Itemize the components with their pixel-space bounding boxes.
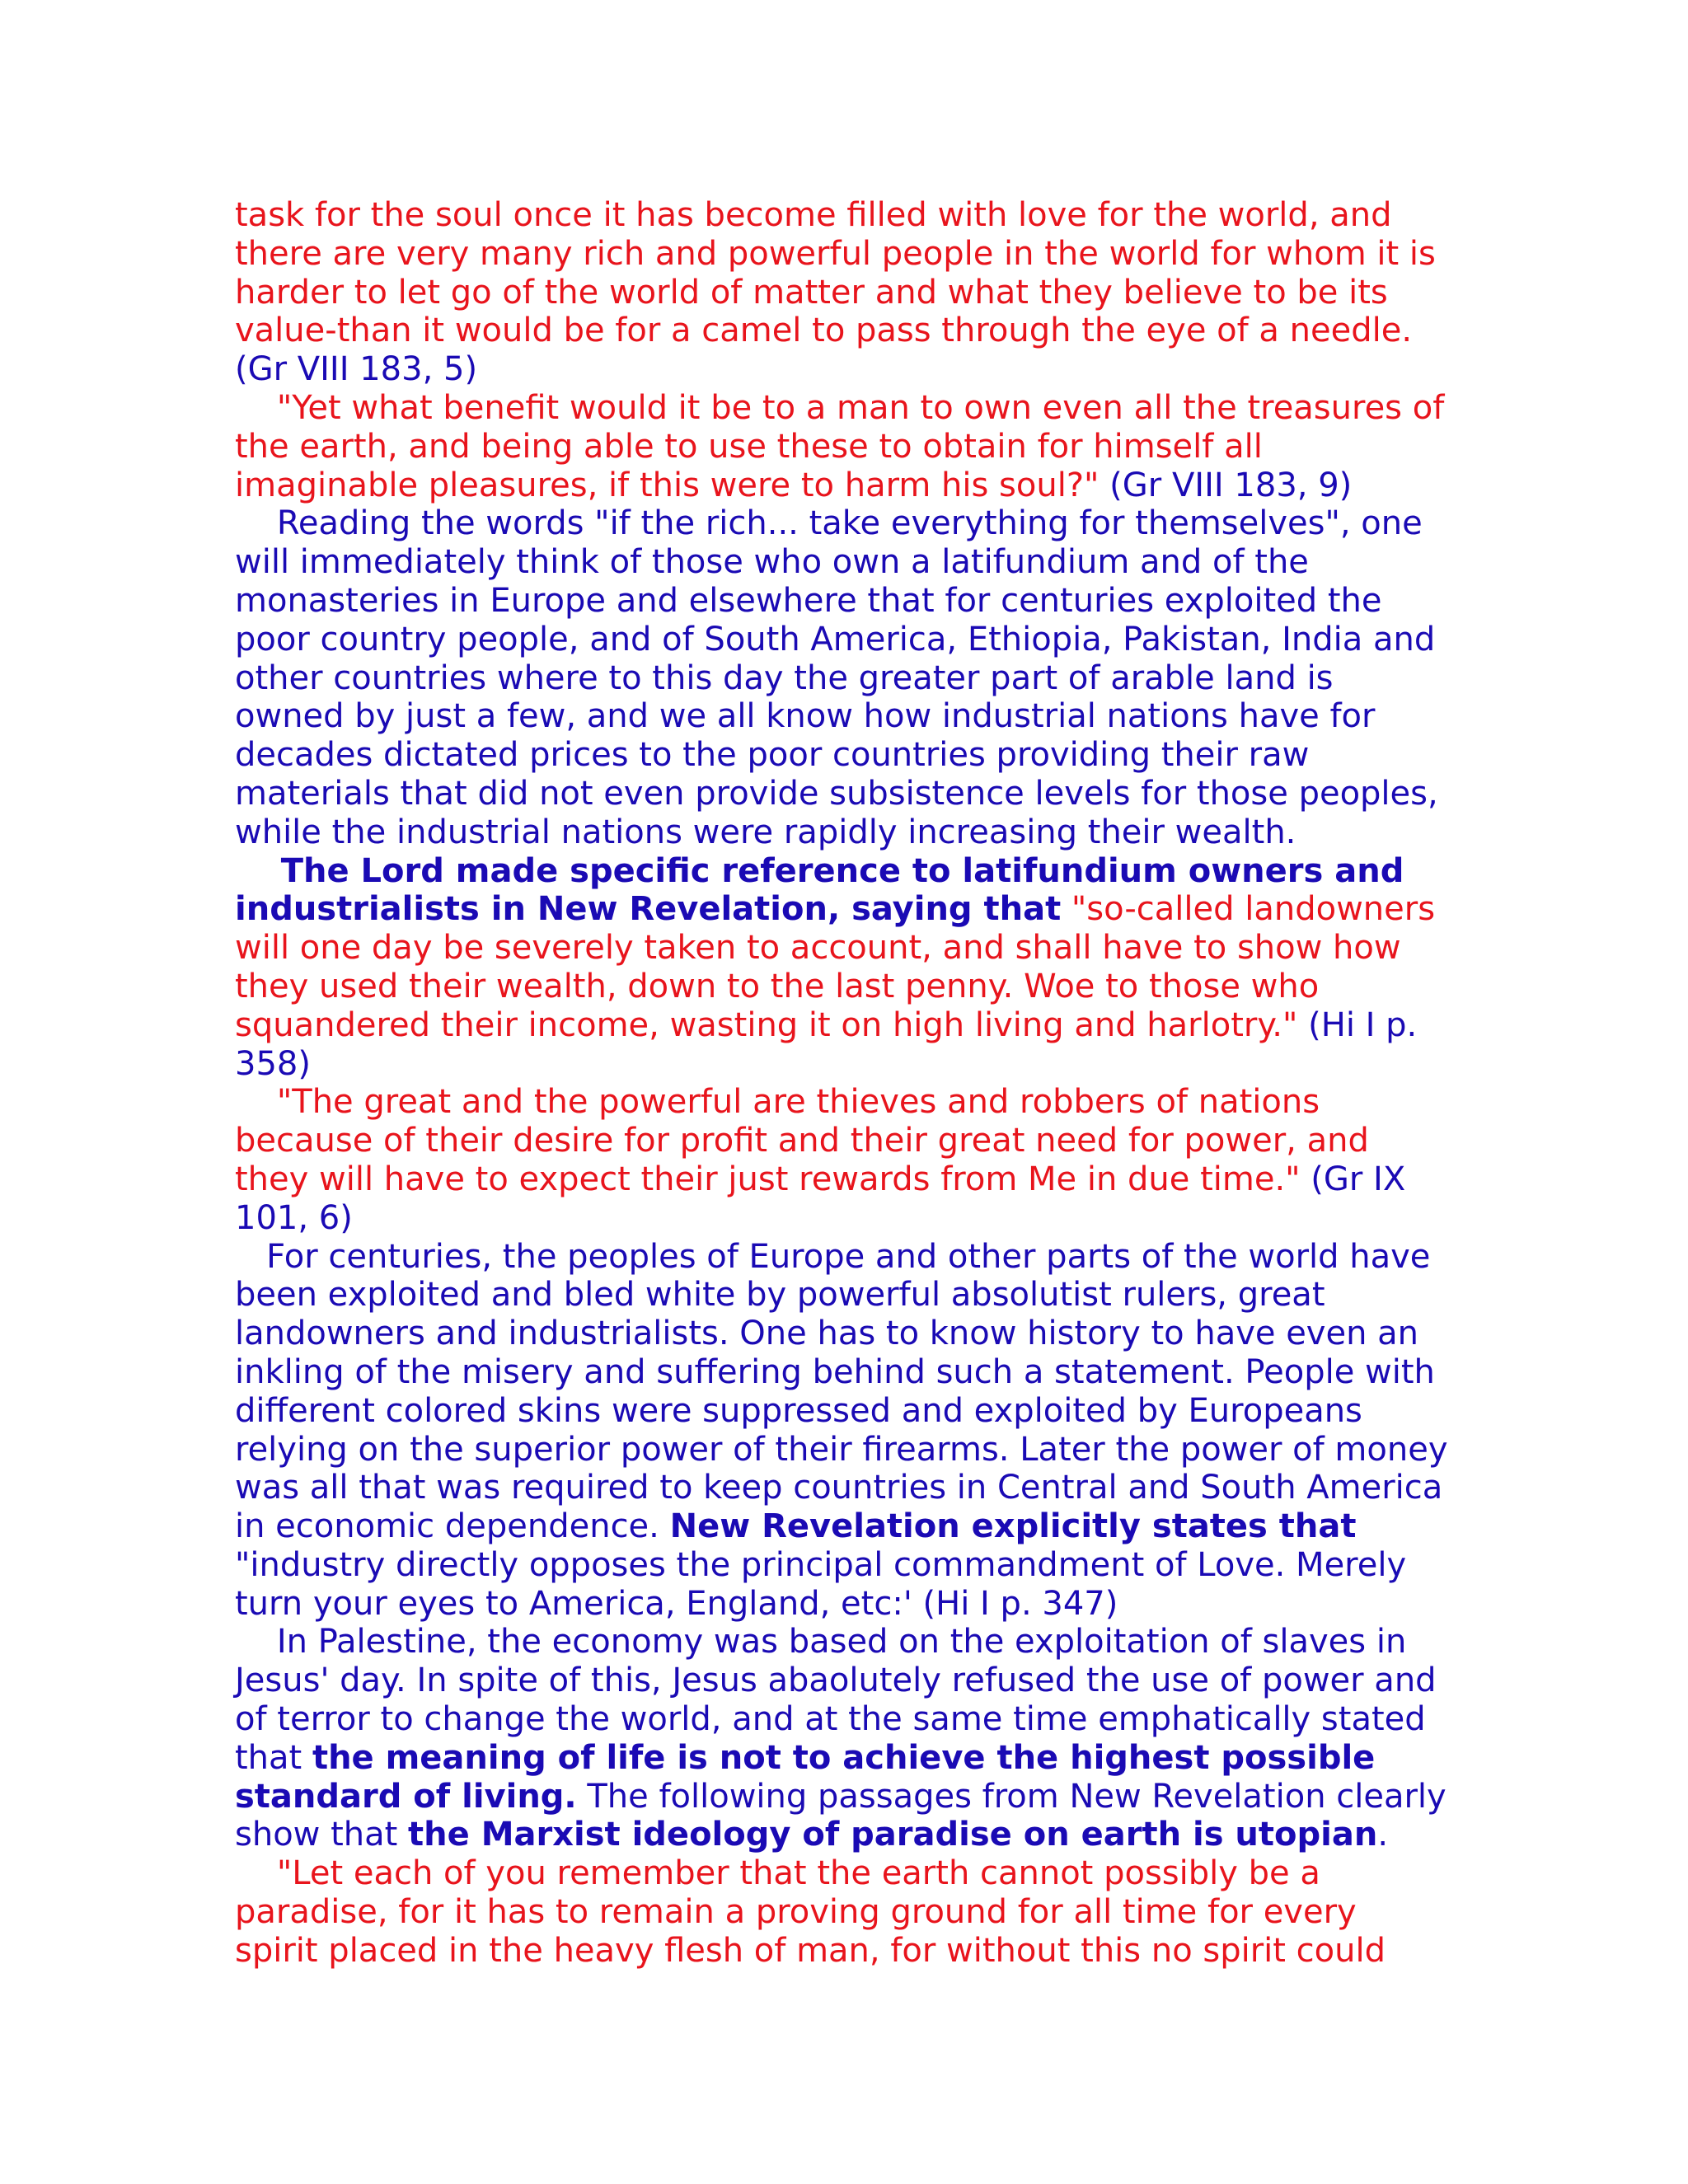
commentary-text: materials that did not even provide subsistence levels for those peoples,: [235, 774, 1438, 813]
text-line: [235, 274, 1669, 312]
text-line: [235, 736, 1669, 775]
quoted-text: "so-called landowners: [1061, 890, 1436, 929]
commentary-text: (Gr VIII 183, 5): [235, 350, 478, 389]
commentary-text: Jesus' day. In spite of this, Jesus abaolutely refused the use of power and: [235, 1661, 1437, 1700]
text-line: [235, 466, 1669, 505]
commentary-text: of terror to change the world, and at the same time emphatically stated: [235, 1700, 1426, 1739]
text-line: [235, 1045, 1669, 1084]
text-line: [235, 1661, 1669, 1700]
commentary-text: .: [1377, 1816, 1389, 1854]
quoted-text: "Yet what benefit would it be to a man to own even all the treasures of: [235, 388, 1445, 427]
text-line: [235, 852, 1669, 891]
text-line: [235, 312, 1669, 350]
text-line: [235, 1623, 1669, 1661]
text-line: [235, 1546, 1669, 1585]
text-line: [235, 1816, 1669, 1854]
commentary-text: landowners and industrialists. One has to know history to have even an: [235, 1315, 1419, 1353]
text-line: [235, 1122, 1669, 1160]
quoted-text: there are very many rich and powerful people in the world for whom it is: [235, 234, 1436, 273]
commentary-text: "industry directly opposes the principal commandment of Love. Merely: [235, 1545, 1407, 1584]
text-line: [235, 1276, 1669, 1315]
body-text: [235, 196, 1669, 1971]
commentary-text: inkling of the misery and suffering behind such a statement. People with: [235, 1352, 1435, 1391]
quoted-text: "The great and the powerful are thieves and robbers of nations: [235, 1083, 1320, 1122]
text-line: [235, 813, 1669, 852]
commentary-text: other countries where to this day the greater part of arable land is: [235, 658, 1334, 697]
commentary-text: (Gr IX: [1300, 1160, 1406, 1198]
text-line: [235, 1431, 1669, 1469]
text-line: [235, 697, 1669, 736]
commentary-text: show that: [235, 1816, 409, 1854]
quoted-text: squandered their income, wasting it on high living and harlotry.": [235, 1005, 1298, 1044]
text-line: [235, 350, 1669, 389]
text-line: [235, 235, 1669, 274]
commentary-text: different colored skins were suppressed and exploited by Europeans: [235, 1391, 1362, 1430]
quoted-text: will one day be severely taken to account, and shall have to show how: [235, 929, 1401, 968]
text-line: [235, 1353, 1669, 1392]
quoted-text: task for the soul once it has become filled with love for the world, and: [235, 196, 1392, 234]
text-line: [235, 929, 1669, 968]
text-line: [235, 1238, 1669, 1277]
emphasized-text: standard of living.: [235, 1777, 577, 1816]
text-line: [235, 1469, 1669, 1507]
commentary-text: was all that was required to keep countries in Central and South America: [235, 1469, 1443, 1507]
text-line: [235, 1315, 1669, 1353]
text-line: [235, 389, 1669, 428]
quoted-text: "Let each of you remember that the earth cannot possibly be a: [235, 1854, 1320, 1893]
commentary-text: 101, 6): [235, 1198, 353, 1237]
text-line: [235, 1083, 1669, 1122]
emphasized-text: the meaning of life is not to achieve the highest possible: [312, 1738, 1376, 1777]
text-line: [235, 1854, 1669, 1893]
text-line: [235, 621, 1669, 659]
commentary-text: For centuries, the peoples of Europe and other parts of the world have: [235, 1237, 1431, 1276]
text-line: [235, 1199, 1669, 1238]
emphasized-text: the Marxist ideology of paradise on earth is utopian: [408, 1816, 1378, 1854]
emphasized-text: industrialists in New Revelation, saying that: [235, 890, 1062, 929]
emphasized-text: The Lord made specific reference to latifundium owners and: [235, 851, 1404, 890]
text-line: [235, 1392, 1669, 1431]
text-line: [235, 1700, 1669, 1739]
quoted-text: they used their wealth, down to the last penny. Woe to those who: [235, 967, 1320, 1005]
commentary-text: (Hi I p.: [1297, 1005, 1418, 1044]
commentary-text: will immediately think of those who own a latifundium and of the: [235, 543, 1309, 582]
text-line: [235, 890, 1669, 929]
commentary-text: poor country people, and of South America, Ethiopia, Pakistan, India and: [235, 620, 1436, 658]
emphasized-text: New Revelation explicitly states that: [669, 1507, 1357, 1546]
commentary-text: The following passages from New Revelation clearly: [576, 1777, 1447, 1816]
quoted-text: value-than it would be for a camel to pass through the eye of a needle.: [235, 312, 1413, 350]
quoted-text: the earth, and being able to use these to obtain for himself all: [235, 427, 1263, 466]
text-line: [235, 196, 1669, 235]
commentary-text: Reading the words "if the rich... take everything for themselves", one: [235, 504, 1423, 543]
text-line: [235, 1932, 1669, 1971]
commentary-text: decades dictated prices to the poor countries providing their raw: [235, 736, 1310, 775]
commentary-text: while the industrial nations were rapidly increasing their wealth.: [235, 813, 1296, 851]
text-line: [235, 1739, 1669, 1778]
text-line: [235, 775, 1669, 813]
quoted-text: imaginable pleasures, if this were to harm his soul?": [235, 466, 1100, 504]
commentary-text: 358): [235, 1044, 311, 1083]
commentary-text: that: [235, 1738, 312, 1777]
quoted-text: they will have to expect their just rewards from Me in due time.": [235, 1160, 1301, 1198]
commentary-text: been exploited and bled white by powerful absolutist rulers, great: [235, 1276, 1325, 1315]
text-line: [235, 504, 1669, 543]
commentary-text: In Palestine, the economy was based on the exploitation of slaves in: [235, 1623, 1407, 1661]
text-line: [235, 428, 1669, 466]
text-line: [235, 1160, 1669, 1199]
commentary-text: turn your eyes to America, England, etc:' (Hi I p. 347): [235, 1584, 1118, 1623]
text-line: [235, 968, 1669, 1006]
quoted-text: harder to let go of the world of matter and what they believe to be its: [235, 273, 1388, 312]
text-line: [235, 582, 1669, 621]
commentary-text: (Gr VIII 183, 9): [1099, 466, 1353, 504]
text-line: [235, 1893, 1669, 1932]
text-line: [235, 659, 1669, 698]
text-line: [235, 1778, 1669, 1816]
commentary-text: in economic dependence.: [235, 1507, 670, 1546]
text-line: [235, 1585, 1669, 1624]
quoted-text: because of their desire for profit and their great need for power, and: [235, 1122, 1369, 1160]
text-line: [235, 543, 1669, 582]
quoted-text: spirit placed in the heavy flesh of man, for without this no spirit could: [235, 1931, 1386, 1970]
quoted-text: paradise, for it has to remain a proving ground for all time for every: [235, 1893, 1357, 1932]
text-line: [235, 1006, 1669, 1045]
commentary-text: owned by just a few, and we all know how industrial nations have for: [235, 697, 1376, 736]
commentary-text: relying on the superior power of their firearms. Later the power of money: [235, 1430, 1448, 1469]
text-line: [235, 1507, 1669, 1546]
commentary-text: monasteries in Europe and elsewhere that for centuries exploited the: [235, 581, 1382, 620]
